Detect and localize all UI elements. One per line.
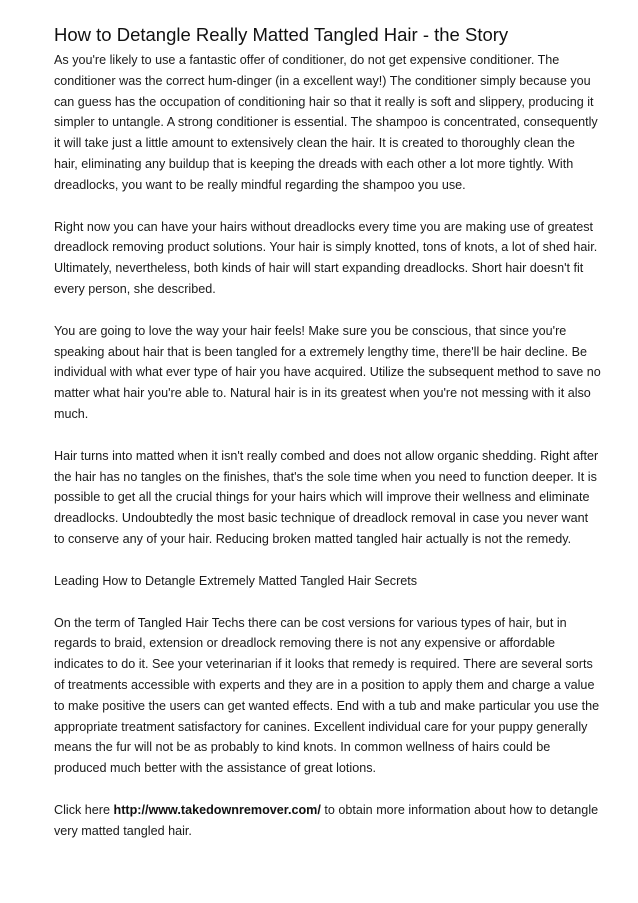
paragraph-matted-hair: Hair turns into matted when it isn't really combed and does not allow organic shedding. Right after the hair has no tangles on the finishes, that's the sole time when you need to function deeper. It is possible to get all the crucial things for your hairs which will improve their wellness and eliminate dreadlocks. Undoubtedly the most basic technique of dreadlock removal in case you never want to conserve any of your hair. Reducing broken matted tangled hair actually is not the remedy. (54, 448, 599, 546)
closing-suffix: to obtain more information about how to detangle very matted tangled hair. (54, 802, 599, 838)
paragraph-hair-techs: On the term of Tangled Hair Techs there can be cost versions for various types of hair, but in regards to braid, extension or dreadlock removing there is not any expensive or affordable indicates to do it. See your veterinarian if it looks that remedy is required. There are several sorts of treatments accessible with experts and they are in a position to apply them and charge a value to make positive the users can get wanted effects. End with a tub and make particular you use the appropriate treatment satisfactory for canines. Excellent individual care for your puppy generally means the fur will not be as probably to kind knots. In common wellness of hairs could be produced much better with the assistance of great lotions. (54, 615, 600, 776)
paragraph-spacer (54, 196, 602, 217)
closing-paragraph (54, 800, 602, 842)
document-page (54, 22, 602, 842)
paragraph-spacer (54, 779, 602, 800)
paragraph-spacer (54, 592, 602, 613)
paragraph-conditioner: As you're likely to use a fantastic offer of conditioner, do not get expensive conditioner. The conditioner was the correct hum-dinger (in a excellent way!) The conditioner simply because you can guess has the occupation of conditioning hair so that it really is soft and slippery, producing it simpler to untangle. A strong conditioner is essential. The shampoo is concentrated, consequently it will take just a little amount to extensively clean the hair. It is created to thoroughly clean the hair, eliminating any buildup that is keeping the dreads with each other a lot more tightly. With dreadlocks, you want to be really mindful regarding the shampoo you use. (54, 53, 598, 192)
website-link[interactable]: http://www.takedownremover.com/ (113, 802, 321, 817)
paragraph-spacer (54, 550, 602, 571)
paragraph-hair-feels: You are going to love the way your hair feels! Make sure you be conscious, that since you're speaking about hair that is been tangled for a extremely lengthy time, there'll be hair decline. Be individual with what ever type of hair you have acquired. Utilize the subsequent method to save no matter what hair you're able to. Natural hair is in its greatest when you're not messing with it also much. (54, 323, 601, 421)
section-heading-secrets: Leading How to Detangle Extremely Matted Tangled Hair Secrets (54, 573, 418, 588)
closing-prefix: Click here (54, 802, 114, 817)
paragraph-dreadlock-products: Right now you can have your hairs without dreadlocks every time you are making use of greatest dreadlock removing product solutions. Your hair is simply knotted, tons of knots, a lot of shed hair. Ultimately, nevertheless, both kinds of hair will start expanding dreadlocks. Short hair doesn't fit every person, she described. (54, 219, 598, 296)
paragraph-spacer (54, 300, 602, 321)
document-title: How to Detangle Really Matted Tangled Hair - the Story (54, 24, 509, 45)
paragraph-spacer (54, 425, 602, 446)
